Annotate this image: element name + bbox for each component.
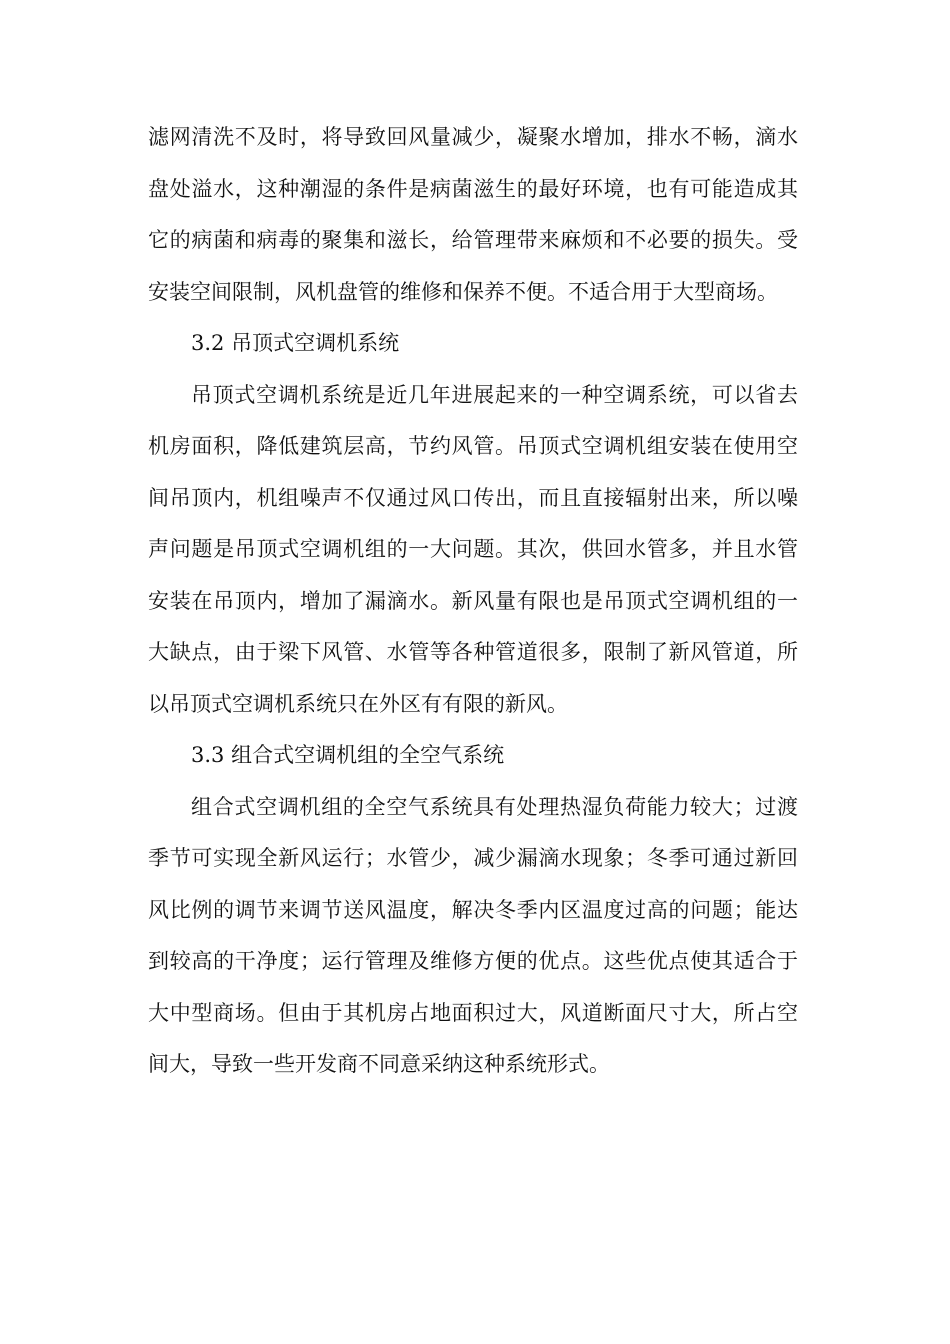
paragraph-ceiling-ac-system: 吊顶式空调机系统是近几年进展起来的一种空调系统，可以省去机房面积，降低建筑层高，节约风管。吊顶式空调机组安装在使用空间吊顶内，机组噪声不仅通过风口传出，而且直接辐射出来，所以噪声问题是吊顶式空调机组的一大问题。其次，供回水管多，并且水管安装在吊顶内，增加了漏滴水。新风量有限也是吊顶式空调机组的一大缺点，由于梁下风管、水管等各种管道很多，限制了新风管道，所以吊顶式空调机系统只在外区有有限的新风。 (148, 382, 798, 716)
section-heading-3-2: 3.2 吊顶式空调机系统 (191, 331, 400, 355)
section-heading-3-3: 3.3 组合式空调机组的全空气系统 (191, 743, 505, 767)
paragraph-combined-ac-all-air-system: 组合式空调机组的全空气系统具有处理热湿负荷能力较大；过渡季节可实现全新风运行；水管少，减少漏滴水现象；冬季可通过新回风比例的调节来调节送风温度，解决冬季内区温度过高的问题；能达到较高的干净度；运行管理及维修方便的优点。这些优点使其适合于大中型商场。但由于其机房占地面积过大，风道断面尺寸大，所占空间大，导致一些开发商不同意采纳这种系统形式。 (148, 794, 798, 1076)
paragraph-filter-maintenance: 滤网清洗不及时，将导致回风量减少，凝聚水增加，排水不畅，滴水盘处溢水，这种潮湿的条件是病菌滋生的最好环境，也有可能造成其它的病菌和病毒的聚集和滋长，给管理带来麻烦和不必要的损失。受安装空间限制，风机盘管的维修和保养不便。不适合用于大型商场。 (148, 125, 798, 304)
document-body (148, 112, 798, 1091)
